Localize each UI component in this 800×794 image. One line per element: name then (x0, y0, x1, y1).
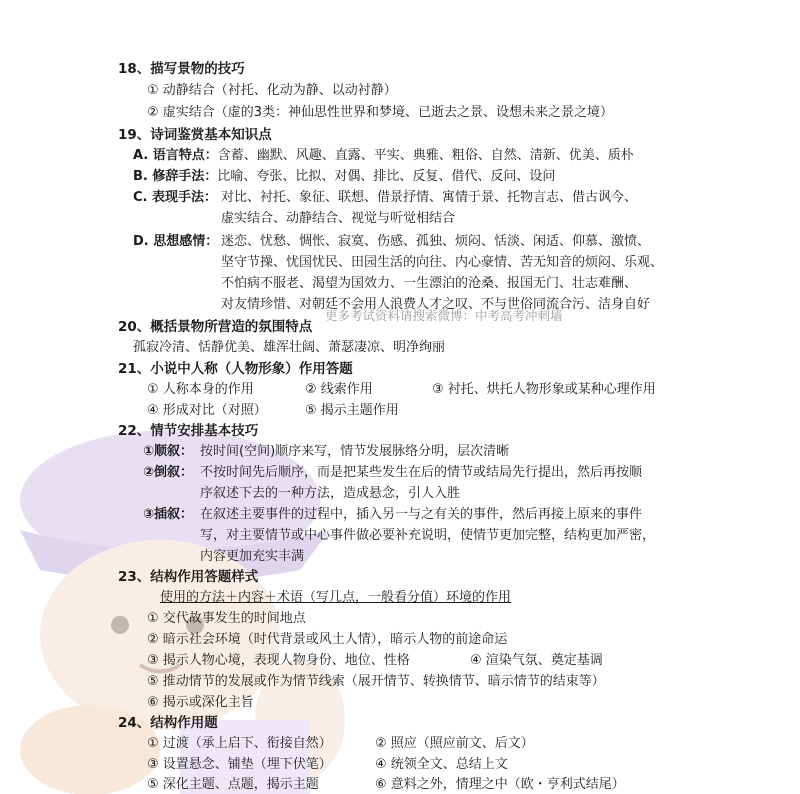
s19-a-text: 含蓄、幽默、风趣、直露、平实、典雅、粗俗、自然、清新、优美、质朴 (217, 148, 634, 163)
watermark-text: 更多考试资料请搜索微博：中考高考冲刺墙 (325, 308, 563, 323)
s21-item-4: ④ 形成对比（对照） (147, 403, 267, 418)
s19-a (133, 147, 634, 165)
s19-c-line-1: 对比、衬托、象征、联想、借景抒情、寓情于景、托物言志、借古讽今、 (221, 190, 638, 205)
s19-d-line-3: 不怕病不服老、渴望为国效力、一生漂泊的沧桑、报国无门、壮志难酬、 (221, 276, 638, 291)
s21-item-5: ⑤ 揭示主题作用 (305, 403, 399, 418)
s23-item-3: ③ 揭示人物心境，表现人物身份、地位、性格 (147, 653, 410, 668)
s19-d-line-2: 坚守节操、忧国忧民、田园生活的向往、内心豪情、苦无知音的烦闷、乐观、 (221, 255, 664, 270)
s24-item-6: ⑥ 意料之外，情理之中（欧・亨利式结尾） (375, 777, 625, 792)
s21-title: 21、小说中人称（人物形象）作用答题 (118, 361, 353, 377)
s22-p1-label: ①顺叙： (143, 444, 194, 459)
s23-item-2: ② 暗示社会环境（时代背景或风土人情），暗示人物的前途命运 (147, 632, 508, 647)
s23-item-5: ⑤ 推动情节的发展或作为情节线索（展开情节、转换情节、暗示情节的结束等） (147, 674, 605, 689)
s20-title: 20、概括景物所营造的氛围特点 (118, 319, 313, 335)
s19-a-label: A. 语言特点： (133, 148, 218, 163)
s23-item-4: ④ 渲染气氛、奠定基调 (470, 653, 603, 668)
s23-title: 23、结构作用答题样式 (118, 569, 259, 585)
s18-item-2: ② 虚实结合（虚的3类：神仙思性世界和梦境、已逝去之景、设想未来之景之境） (147, 105, 614, 120)
s24-title: 24、结构作用题 (118, 715, 218, 731)
s19-d-line-1: 迷恋、忧愁、惆怅、寂寞、伤感、孤独、烦闷、恬淡、闲适、仰慕、激愤、 (221, 234, 651, 249)
s24-item-5: ⑤ 深化主题、点题，揭示主题 (147, 777, 319, 792)
s19-b-text: 比喻、夸张、比拟、对偶、排比、反复、借代、反问、设问 (217, 169, 556, 184)
s24-item-4: ④ 统领全文、总结上文 (375, 757, 508, 772)
s19-title: 19、诗词鉴赏基本知识点 (118, 127, 272, 143)
s22-p2-label: ②倒叙： (143, 465, 194, 480)
s18-item-1: ① 动静结合（衬托、化动为静、以动衬静） (147, 83, 397, 98)
s19-d-label: D. 思想感情： (133, 234, 219, 249)
s22-title: 22、情节安排基本技巧 (118, 423, 259, 439)
s20-text: 孤寂冷清、恬静优美、雄浑壮阔、萧瑟凄凉、明净绚丽 (133, 340, 446, 355)
s21-item-3: ③ 衬托、烘托人物形象或某种心理作用 (432, 382, 656, 397)
s23-item-1: ① 交代故事发生的时间地点 (147, 611, 306, 626)
s23-subtitle: 使用的方法＋内容＋术语（写几点，一般看分值）环境的作用 (160, 590, 512, 605)
s22-p3-line-2: 写，对主要情节或中心事件做必要补充说明，使情节更加完整，结构更加严密， (200, 528, 656, 543)
s21-item-1: ① 人称本身的作用 (147, 382, 254, 397)
s19-b (133, 168, 555, 186)
s19-b-label: B. 修辞手法： (133, 169, 218, 184)
s24-item-1: ① 过渡（承上启下、衔接自然） (147, 736, 332, 751)
s24-item-3: ③ 设置悬念、铺垫（埋下伏笔） (147, 757, 332, 772)
s22-p2-line-2: 序叙述下去的一种方法，造成悬念，引人入胜 (200, 486, 461, 501)
s19-d-line-4: 对友情珍惜、对朝廷不会用人浪费人才之叹、不与世俗同流合污、洁身自好 (221, 297, 651, 312)
s18-title: 18、描写景物的技巧 (118, 61, 245, 77)
s19-c-label: C. 表现手法： (133, 190, 218, 205)
s22-p1-line-1: 按时间(空间)顺序来写，情节发展脉络分明，层次清晰 (200, 444, 510, 459)
s22-p2-line-1: 不按时间先后顺序，而是把某些发生在后的情节或结局先行提出，然后再按顺 (200, 465, 643, 480)
s22-p3-line-1: 在叙述主要事件的过程中，插入另一与之有关的事件，然后再接上原来的事件 (200, 507, 643, 522)
s22-p3-label: ③插叙： (143, 507, 194, 522)
s22-p3-line-3: 内容更加充实丰满 (200, 549, 305, 564)
s23-item-6: ⑥ 揭示或深化主旨 (147, 695, 254, 710)
s21-item-2: ② 线索作用 (305, 382, 373, 397)
s19-c-line-2: 虚实结合、动静结合、视觉与听觉相结合 (221, 211, 456, 226)
s24-item-2: ② 照应（照应前文、后文） (375, 736, 534, 751)
